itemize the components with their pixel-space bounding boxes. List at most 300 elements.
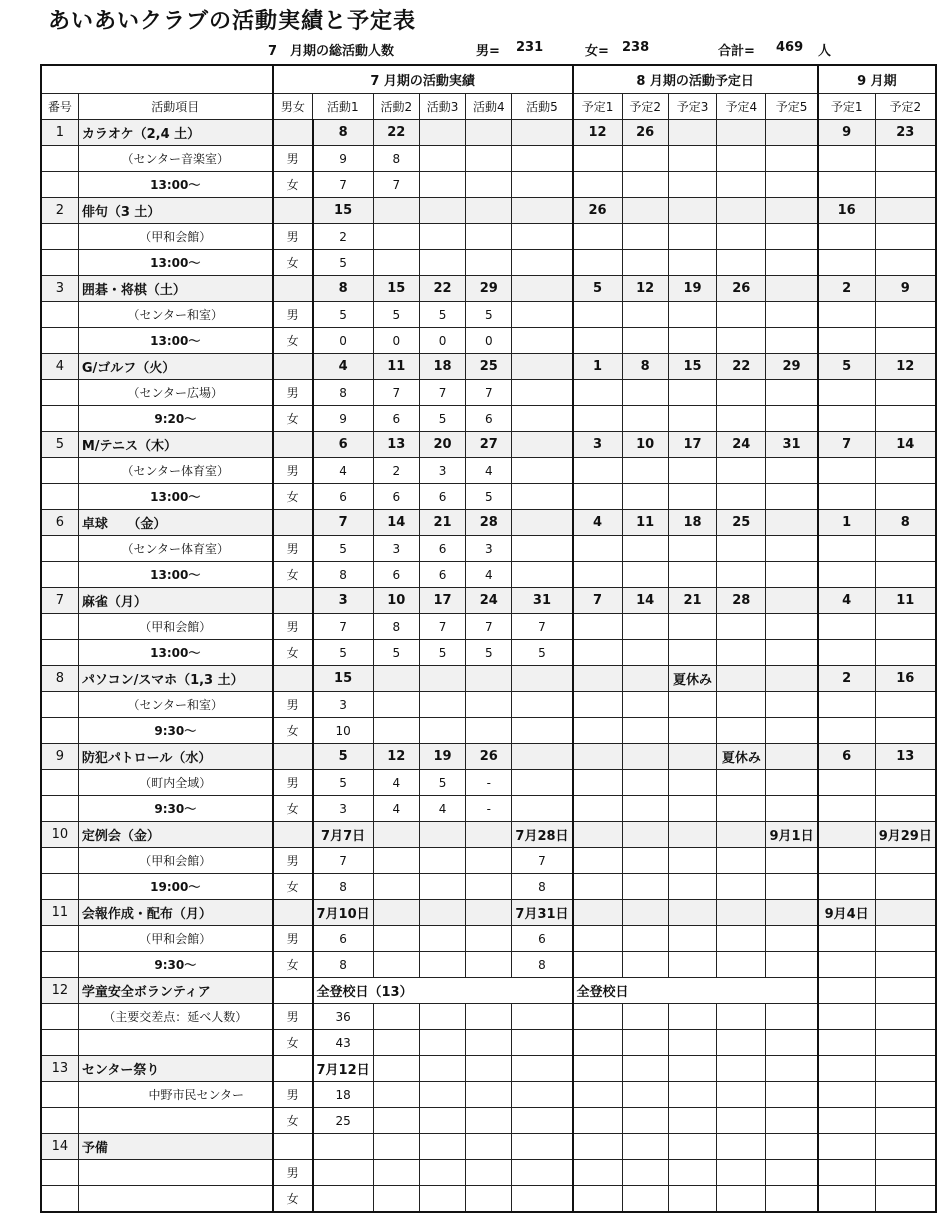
count-cell [875, 1082, 936, 1108]
count-cell: 3 [373, 536, 419, 562]
count-cell: 5 [313, 640, 374, 666]
count-cell [512, 562, 573, 588]
count-cell [875, 614, 936, 640]
count-cell [875, 328, 936, 354]
count-cell [373, 224, 419, 250]
count-cell [766, 692, 818, 718]
number-blank [41, 640, 78, 666]
count-cell [622, 718, 668, 744]
activity-row [41, 510, 936, 536]
date-cell [573, 666, 623, 692]
count-cell: 6 [373, 562, 419, 588]
count-cell [875, 146, 936, 172]
count-cell [668, 1108, 716, 1134]
activity-place: （甲和会館） [78, 614, 272, 640]
date-cell [512, 666, 573, 692]
count-cell [766, 328, 818, 354]
activity-time-blank [78, 1186, 272, 1213]
col-header: 予定3 [668, 94, 716, 120]
count-cell: 7 [313, 848, 374, 874]
count-cell: 8 [313, 874, 374, 900]
date-cell [573, 1134, 623, 1160]
count-cell: 3 [313, 796, 374, 822]
activity-name: 麻雀（月） [78, 588, 272, 614]
count-cell [512, 770, 573, 796]
count-cell [419, 1082, 465, 1108]
count-cell [766, 484, 818, 510]
count-cell [766, 380, 818, 406]
count-cell [717, 328, 766, 354]
activity-row [41, 276, 936, 302]
activity-number: 11 [41, 900, 78, 926]
date-cell [373, 900, 419, 926]
activity-place: （町内全域） [78, 770, 272, 796]
count-cell [419, 1004, 465, 1030]
activity-place: （主要交差点：延べ人数） [78, 1004, 272, 1030]
date-cell: 6 [818, 744, 875, 770]
count-cell [717, 848, 766, 874]
count-cell: 9 [313, 406, 374, 432]
count-cell [512, 536, 573, 562]
col-header: 活動1 [313, 94, 374, 120]
count-cell [466, 250, 512, 276]
count-cell [573, 718, 623, 744]
count-cell: 5 [466, 302, 512, 328]
count-cell [668, 328, 716, 354]
count-cell [373, 874, 419, 900]
count-cell [668, 458, 716, 484]
count-cell [466, 926, 512, 952]
gender-female: 女 [273, 328, 313, 354]
date-cell [766, 120, 818, 146]
count-cell [818, 874, 875, 900]
count-cell [622, 1004, 668, 1030]
date-cell [668, 822, 716, 848]
male-row [41, 380, 936, 406]
count-cell [668, 770, 716, 796]
gender-female: 女 [273, 1186, 313, 1213]
gender-blank [273, 900, 313, 926]
number-blank [41, 328, 78, 354]
gender-female: 女 [273, 406, 313, 432]
count-cell [573, 146, 623, 172]
col-header: 活動4 [466, 94, 512, 120]
date-cell: 14 [875, 432, 936, 458]
date-cell: 18 [668, 510, 716, 536]
date-cell: 2 [818, 276, 875, 302]
female-row [41, 796, 936, 822]
female-row [41, 1108, 936, 1134]
activity-place: （甲和会館） [78, 848, 272, 874]
count-cell: 8 [512, 952, 573, 978]
date-cell [875, 900, 936, 926]
number-blank [41, 614, 78, 640]
date-cell [466, 1134, 512, 1160]
count-cell [622, 302, 668, 328]
date-cell [818, 1056, 875, 1082]
date-cell: 9 [875, 276, 936, 302]
count-cell [573, 1160, 623, 1186]
header-blank [41, 65, 273, 94]
date-cell [573, 1056, 623, 1082]
count-cell [766, 952, 818, 978]
date-cell: 24 [466, 588, 512, 614]
count-cell [573, 848, 623, 874]
date-cell: 19 [419, 744, 465, 770]
activity-name: 俳句（3 土） [78, 198, 272, 224]
count-cell [466, 1108, 512, 1134]
summary-period: 7 月期の総活動人数 [268, 44, 395, 59]
count-cell: 5 [419, 406, 465, 432]
count-cell: 8 [512, 874, 573, 900]
date-cell: 夏休み [668, 666, 716, 692]
gender-blank [273, 276, 313, 302]
date-cell: 9月29日 [875, 822, 936, 848]
count-cell [622, 926, 668, 952]
count-cell [766, 640, 818, 666]
count-cell [668, 302, 716, 328]
male-row [41, 1160, 936, 1186]
count-cell: 7 [466, 380, 512, 406]
count-cell [818, 146, 875, 172]
gender-blank [273, 120, 313, 146]
activity-name: 定例会（金） [78, 822, 272, 848]
date-cell [573, 900, 623, 926]
date-cell: 22 [373, 120, 419, 146]
count-cell: 0 [313, 328, 374, 354]
count-cell [717, 302, 766, 328]
count-cell [419, 250, 465, 276]
activity-name: 卓球 （金） [78, 510, 272, 536]
count-cell [622, 692, 668, 718]
count-cell [373, 1004, 419, 1030]
count-cell [766, 1186, 818, 1213]
count-cell [766, 796, 818, 822]
count-cell [419, 1160, 465, 1186]
activity-time-blank [78, 1108, 272, 1134]
count-cell: 0 [419, 328, 465, 354]
activity-row [41, 666, 936, 692]
count-cell [622, 224, 668, 250]
count-cell [875, 302, 936, 328]
activity-time: 19:00～ [78, 874, 272, 900]
gender-blank [273, 588, 313, 614]
gender-male: 男 [273, 926, 313, 952]
gender-female: 女 [273, 1030, 313, 1056]
activity-number: 13 [41, 1056, 78, 1082]
count-cell [818, 640, 875, 666]
number-blank [41, 406, 78, 432]
gender-blank [273, 744, 313, 770]
count-cell [573, 562, 623, 588]
count-cell [466, 146, 512, 172]
date-cell: 7月28日 [512, 822, 573, 848]
date-cell: 14 [373, 510, 419, 536]
count-cell [622, 1186, 668, 1213]
activity-time: 13:00～ [78, 250, 272, 276]
activity-row [41, 198, 936, 224]
date-cell [766, 666, 818, 692]
count-cell [373, 1030, 419, 1056]
date-cell [373, 1056, 419, 1082]
number-blank [41, 146, 78, 172]
col-header: 予定2 [622, 94, 668, 120]
date-cell [419, 1056, 465, 1082]
count-cell [668, 172, 716, 198]
male-row [41, 1004, 936, 1030]
male-row [41, 614, 936, 640]
date-cell [818, 1134, 875, 1160]
gender-male: 男 [273, 224, 313, 250]
female-row [41, 172, 936, 198]
gender-male: 男 [273, 692, 313, 718]
number-blank [41, 536, 78, 562]
count-cell [766, 770, 818, 796]
count-cell [717, 1108, 766, 1134]
date-cell: 26 [717, 276, 766, 302]
date-cell: 10 [622, 432, 668, 458]
number-blank [41, 1186, 78, 1213]
summary-line [0, 40, 937, 60]
count-cell [622, 380, 668, 406]
count-cell: 2 [313, 224, 374, 250]
count-cell: 9 [313, 146, 374, 172]
date-cell [466, 1056, 512, 1082]
count-cell [573, 1082, 623, 1108]
date-cell [419, 1134, 465, 1160]
activity-number: 6 [41, 510, 78, 536]
date-cell [419, 120, 465, 146]
date-cell: 12 [875, 354, 936, 380]
gender-female: 女 [273, 718, 313, 744]
activity-place: （センター体育室） [78, 536, 272, 562]
count-cell [668, 536, 716, 562]
count-cell [717, 640, 766, 666]
count-cell [512, 1160, 573, 1186]
date-cell: 13 [373, 432, 419, 458]
count-cell [717, 1030, 766, 1056]
count-cell [875, 952, 936, 978]
activity-row [41, 432, 936, 458]
count-cell: 0 [373, 328, 419, 354]
count-cell [573, 328, 623, 354]
activity-name: カラオケ（2,4 土） [78, 120, 272, 146]
female-row [41, 484, 936, 510]
female-row [41, 250, 936, 276]
count-cell [717, 718, 766, 744]
number-blank [41, 926, 78, 952]
activity-number: 2 [41, 198, 78, 224]
count-cell [419, 224, 465, 250]
aug-note: 全登校日 [573, 978, 818, 1004]
count-cell [512, 250, 573, 276]
gender-blank [273, 432, 313, 458]
count-cell [717, 380, 766, 406]
date-cell [717, 822, 766, 848]
count-cell: 5 [313, 250, 374, 276]
count-cell: 6 [419, 562, 465, 588]
count-cell [766, 224, 818, 250]
date-cell [766, 510, 818, 536]
date-cell: 7月10日 [313, 900, 374, 926]
date-cell [717, 1056, 766, 1082]
count-cell [668, 1030, 716, 1056]
activity-time-blank [78, 1030, 272, 1056]
date-cell [512, 120, 573, 146]
date-cell [875, 1134, 936, 1160]
count-cell [573, 1186, 623, 1213]
count-cell [717, 770, 766, 796]
date-cell: 7 [818, 432, 875, 458]
activity-row [41, 588, 936, 614]
count-cell [818, 172, 875, 198]
male-row [41, 770, 936, 796]
count-cell [466, 1004, 512, 1030]
count-cell [717, 172, 766, 198]
number-blank [41, 1030, 78, 1056]
date-cell [373, 822, 419, 848]
date-cell [717, 900, 766, 926]
count-cell [766, 874, 818, 900]
date-cell: 28 [717, 588, 766, 614]
count-cell [668, 848, 716, 874]
number-blank [41, 848, 78, 874]
count-cell [875, 848, 936, 874]
gender-male: 男 [273, 848, 313, 874]
count-cell [622, 250, 668, 276]
count-cell: 2 [373, 458, 419, 484]
activity-place: （センター和室） [78, 692, 272, 718]
summary-male-label: 男= [476, 44, 500, 59]
count-cell [717, 146, 766, 172]
activity-name: 囲碁・将棋（土） [78, 276, 272, 302]
count-cell [373, 718, 419, 744]
date-cell [419, 198, 465, 224]
count-cell: 5 [419, 302, 465, 328]
activity-row [41, 900, 936, 926]
count-cell [818, 796, 875, 822]
date-cell [622, 666, 668, 692]
count-cell [373, 1082, 419, 1108]
count-cell [717, 952, 766, 978]
count-cell: - [466, 770, 512, 796]
count-cell: 18 [313, 1082, 374, 1108]
date-cell: 3 [573, 432, 623, 458]
count-cell: 4 [466, 562, 512, 588]
gender-female: 女 [273, 562, 313, 588]
count-cell [668, 1160, 716, 1186]
number-blank [41, 250, 78, 276]
count-cell [875, 1108, 936, 1134]
count-cell [766, 1082, 818, 1108]
date-cell [419, 666, 465, 692]
date-cell: 14 [622, 588, 668, 614]
activity-time: 13:00～ [78, 484, 272, 510]
date-cell [668, 1056, 716, 1082]
count-cell [573, 224, 623, 250]
count-cell [622, 614, 668, 640]
col-header: 予定1 [573, 94, 623, 120]
count-cell [512, 1030, 573, 1056]
activity-number: 7 [41, 588, 78, 614]
date-cell [313, 1134, 374, 1160]
date-cell: 8 [622, 354, 668, 380]
count-cell [668, 952, 716, 978]
date-cell: 22 [717, 354, 766, 380]
count-cell [717, 796, 766, 822]
date-cell [766, 198, 818, 224]
count-cell [668, 380, 716, 406]
count-cell [512, 406, 573, 432]
count-cell [818, 1004, 875, 1030]
date-cell: 12 [373, 744, 419, 770]
activity-row [41, 354, 936, 380]
count-cell: 5 [512, 640, 573, 666]
count-cell [875, 1004, 936, 1030]
count-cell: 0 [466, 328, 512, 354]
summary-total-value: 469 [776, 40, 804, 55]
count-cell: 4 [313, 458, 374, 484]
date-cell [373, 1134, 419, 1160]
count-cell [573, 302, 623, 328]
date-cell: 26 [573, 198, 623, 224]
count-cell [668, 718, 716, 744]
count-cell: 5 [313, 770, 374, 796]
gender-male: 男 [273, 458, 313, 484]
count-cell [419, 146, 465, 172]
date-cell: 24 [717, 432, 766, 458]
count-cell [766, 536, 818, 562]
count-cell [766, 458, 818, 484]
date-cell [466, 822, 512, 848]
count-cell [717, 406, 766, 432]
count-cell [622, 1082, 668, 1108]
count-cell [717, 1160, 766, 1186]
count-cell [818, 1108, 875, 1134]
count-cell [622, 406, 668, 432]
count-cell: 6 [373, 406, 419, 432]
count-cell [818, 1030, 875, 1056]
summary-male-value: 231 [516, 40, 544, 55]
date-cell [766, 900, 818, 926]
count-cell [622, 484, 668, 510]
count-cell: 7 [419, 614, 465, 640]
date-cell: 12 [622, 276, 668, 302]
date-cell: 26 [622, 120, 668, 146]
male-row [41, 848, 936, 874]
count-cell [818, 562, 875, 588]
gender-female: 女 [273, 1108, 313, 1134]
count-cell [717, 536, 766, 562]
date-cell [273, 1134, 313, 1160]
date-cell: 7 [313, 510, 374, 536]
count-cell: 7 [512, 614, 573, 640]
number-blank [41, 692, 78, 718]
count-cell [818, 380, 875, 406]
date-cell [512, 1056, 573, 1082]
male-row [41, 146, 936, 172]
date-cell [466, 120, 512, 146]
date-cell [573, 822, 623, 848]
gender-male: 男 [273, 536, 313, 562]
date-cell: 11 [875, 588, 936, 614]
count-cell [622, 1030, 668, 1056]
count-cell: 5 [313, 302, 374, 328]
count-cell [668, 692, 716, 718]
gender-blank [273, 666, 313, 692]
col-header: 予定1 [818, 94, 875, 120]
count-cell: 4 [466, 458, 512, 484]
